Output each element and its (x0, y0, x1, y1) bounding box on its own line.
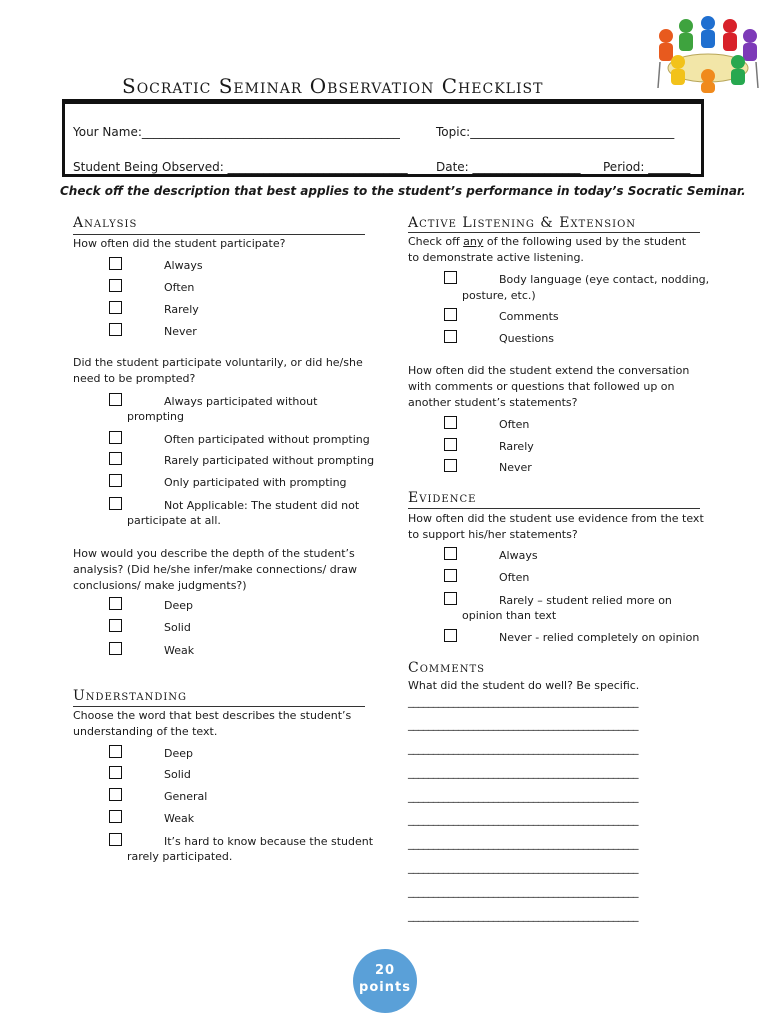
option-label: posture, etc.) (462, 289, 536, 302)
checkbox-icon[interactable] (444, 547, 457, 560)
option-label: Comments (499, 310, 559, 323)
checkbox-icon[interactable] (109, 642, 122, 655)
checkbox-icon[interactable] (444, 330, 457, 343)
option-label: Body language (eye contact, nodding, (499, 273, 710, 286)
question-text: How would you describe the depth of the student’s analysis? (Did he/she infer/make connections/ draw conclusions/ make judgments?) (73, 547, 357, 592)
checkbox-icon[interactable] (109, 452, 122, 465)
option-label: Only participated with prompting (164, 476, 347, 489)
instruction-text: Check off the description that best applies to the student’s performance in today’s Socratic Seminar. (60, 184, 746, 198)
divider (73, 706, 365, 707)
points-badge (353, 949, 417, 1013)
option-label: Often (499, 418, 530, 431)
option-label: Never (499, 461, 532, 474)
option-label: It’s hard to know because the student (164, 835, 374, 848)
option-label: Weak (164, 812, 195, 825)
option-label: Never - relied completely on opinion (499, 631, 700, 644)
option-label: rarely participated. (127, 850, 233, 863)
comment-line[interactable]: ______________________________________________ (408, 766, 638, 779)
checkbox-icon[interactable] (109, 393, 122, 406)
checkbox-icon[interactable] (109, 301, 122, 314)
comment-line[interactable]: ______________________________________________ (408, 718, 638, 731)
checkbox-icon[interactable] (109, 279, 122, 292)
option-label: Questions (499, 332, 554, 345)
checkbox-icon[interactable] (109, 833, 122, 846)
checkbox-icon[interactable] (109, 788, 122, 801)
checkbox-icon[interactable] (444, 308, 457, 321)
comment-line[interactable]: ______________________________________________ (408, 695, 638, 708)
checkbox-icon[interactable] (444, 459, 457, 472)
topic-field[interactable]: Topic:__________________________________ (436, 125, 675, 139)
comment-line[interactable]: ______________________________________________ (408, 742, 638, 755)
question-text: How often did the student participate? (73, 237, 286, 250)
comment-line[interactable]: ______________________________________________ (408, 909, 638, 922)
option-label: Never (164, 325, 197, 338)
divider (408, 232, 700, 233)
option-label: Often participated without prompting (164, 433, 370, 446)
option-label: Often (164, 281, 195, 294)
checkbox-icon[interactable] (109, 431, 122, 444)
option-label: Solid (164, 621, 191, 634)
checkbox-icon[interactable] (444, 569, 457, 582)
option-label: Always participated without (164, 395, 318, 408)
comment-line[interactable]: ______________________________________________ (408, 790, 638, 803)
date-field[interactable]: Date: __________________ (436, 160, 581, 174)
checkbox-icon[interactable] (444, 271, 457, 284)
checkbox-icon[interactable] (109, 497, 122, 510)
section-heading-understanding: Understanding (73, 688, 188, 704)
option-label: prompting (127, 410, 185, 423)
page-title: Socratic Seminar Observation Checklist (122, 74, 544, 98)
question-text: How often did the student extend the conversation with comments or questions that followed up on another student’s statements? (408, 364, 690, 409)
option-label: Always (499, 549, 538, 562)
checkbox-icon[interactable] (109, 745, 122, 758)
comment-line[interactable]: ______________________________________________ (408, 813, 638, 826)
question-text: Check off any of the following used by the student to demonstrate active listening. (408, 235, 687, 264)
option-label: Not Applicable: The student did not (164, 499, 360, 512)
option-label: Solid (164, 768, 191, 781)
question-text: Did the student participate voluntarily, or did he/she need to be prompted? (73, 356, 363, 385)
checkbox-icon[interactable] (109, 257, 122, 270)
option-label: Weak (164, 644, 195, 657)
option-label: Rarely – student relied more on (499, 594, 672, 607)
section-heading-evidence: Evidence (408, 490, 477, 506)
section-heading-analysis: Analysis (73, 215, 138, 231)
question-text: What did the student do well? Be specific. (408, 679, 640, 692)
option-label: Rarely participated without prompting (164, 454, 375, 467)
checkbox-icon[interactable] (444, 592, 457, 605)
section-heading-active-listening: Active Listening & Extension (408, 215, 637, 231)
option-label: Always (164, 259, 203, 272)
comment-line[interactable]: ______________________________________________ (408, 885, 638, 898)
points-value: 20 (374, 963, 396, 978)
divider (408, 508, 700, 509)
checkbox-icon[interactable] (109, 597, 122, 610)
checkbox-icon[interactable] (444, 416, 457, 429)
option-label: participate at all. (127, 514, 221, 527)
option-label: opinion than text (462, 609, 557, 622)
period-field[interactable]: Period: _______ (603, 160, 691, 174)
option-label: Rarely (164, 303, 199, 316)
seminar-people-icon (648, 14, 768, 94)
question-text: How often did the student use evidence from the text to support his/her statements? (408, 512, 704, 541)
option-label: Deep (164, 599, 193, 612)
option-label: General (164, 790, 208, 803)
checkbox-icon[interactable] (109, 474, 122, 487)
divider (73, 234, 365, 235)
comment-line[interactable]: ______________________________________________ (408, 861, 638, 874)
checkbox-icon[interactable] (109, 766, 122, 779)
checkbox-icon[interactable] (444, 438, 457, 451)
section-heading-comments: Comments (408, 660, 485, 676)
checkbox-icon[interactable] (109, 323, 122, 336)
option-label: Often (499, 571, 530, 584)
your-name-field[interactable]: Your Name:___________________________________________ (73, 125, 400, 139)
comment-line[interactable]: ______________________________________________ (408, 837, 638, 850)
student-observed-field[interactable]: Student Being Observed: ______________________________ (73, 160, 408, 174)
checkbox-icon[interactable] (109, 619, 122, 632)
points-label: points (359, 980, 411, 995)
checkbox-icon[interactable] (444, 629, 457, 642)
checkbox-icon[interactable] (109, 810, 122, 823)
option-label: Rarely (499, 440, 534, 453)
option-label: Deep (164, 747, 193, 760)
question-text: Choose the word that best describes the student’s understanding of the text. (73, 709, 352, 738)
